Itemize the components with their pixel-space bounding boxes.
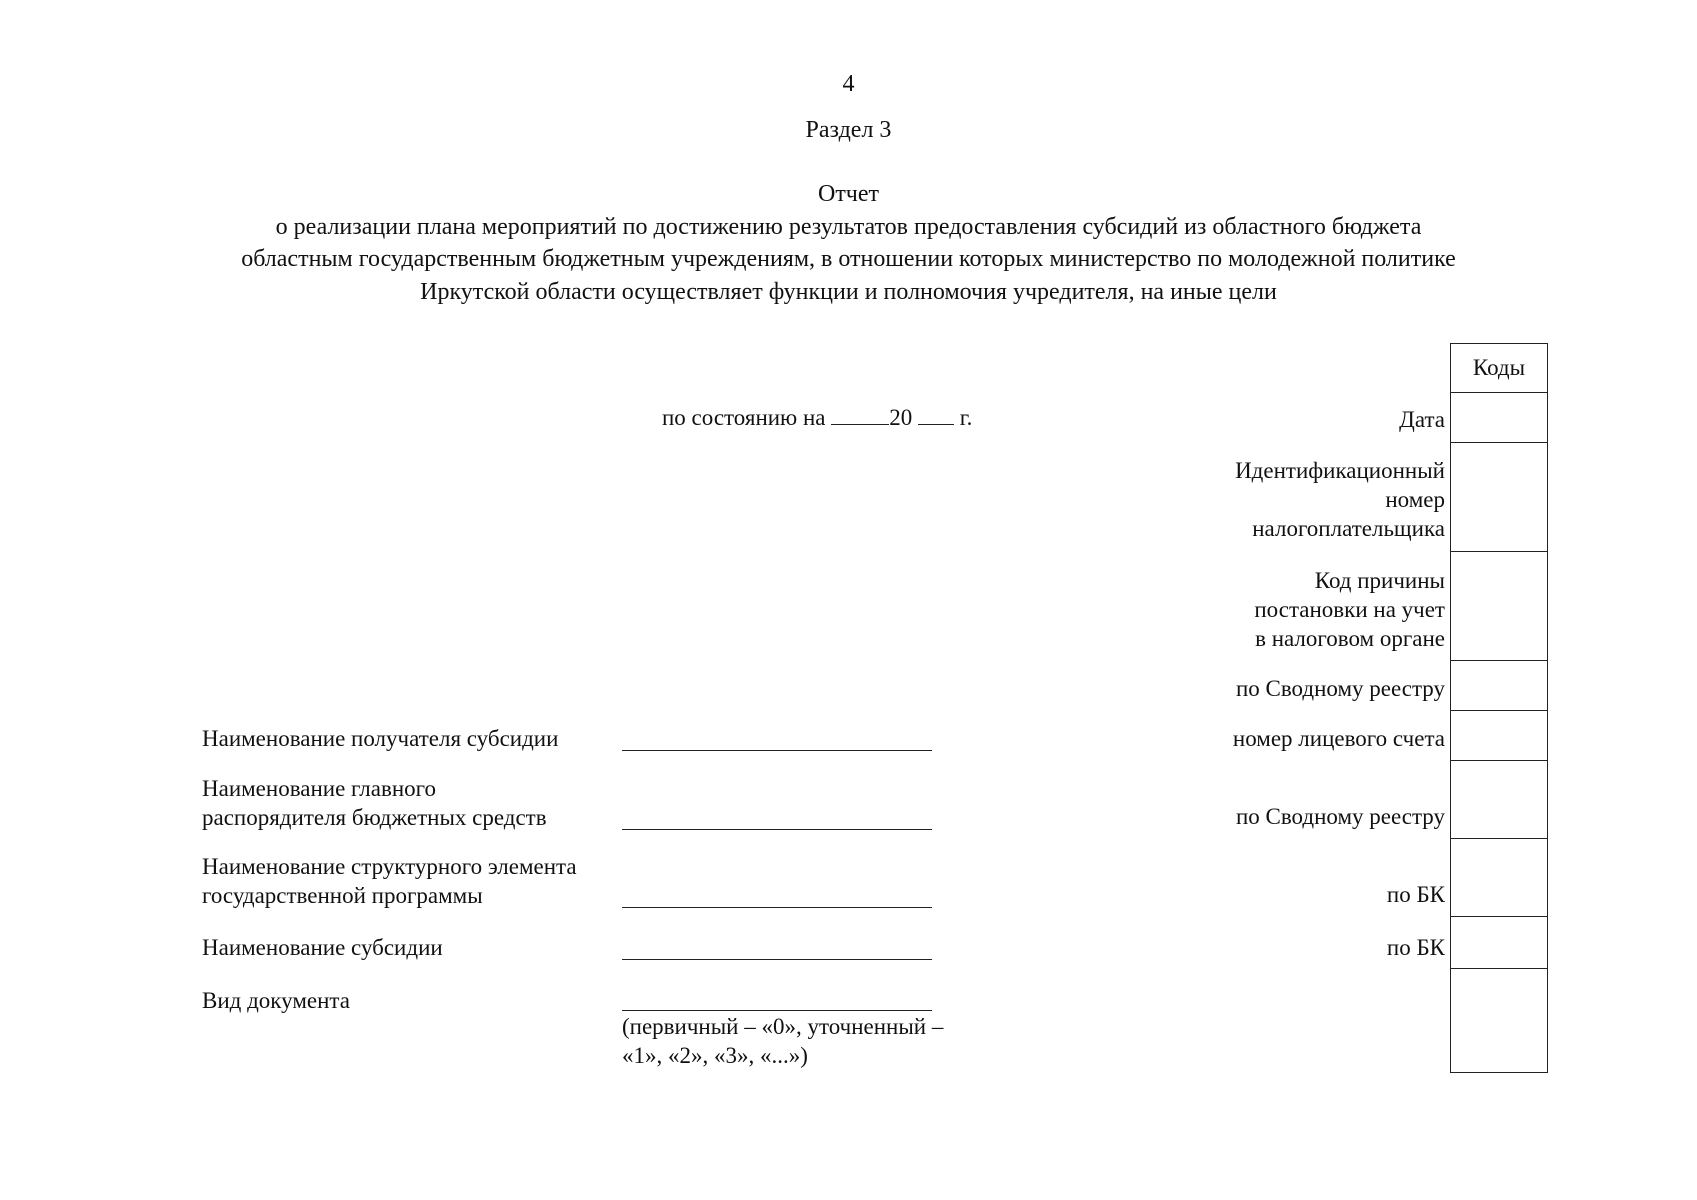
program-bk-label: по БК xyxy=(1386,882,1445,907)
codes-divider xyxy=(1450,392,1548,393)
day-month-blank[interactable] xyxy=(831,402,889,425)
doc-type-line[interactable] xyxy=(622,1010,932,1011)
program-element-line[interactable] xyxy=(622,907,932,908)
program-element-label: Наименование структурного элемента государственной программы xyxy=(202,854,577,908)
date-code-cell[interactable] xyxy=(1452,394,1546,440)
recipient-line[interactable] xyxy=(622,750,932,751)
recipient-label: Наименование получателя субсидии xyxy=(202,726,559,751)
year-suffix: г. xyxy=(959,405,973,430)
main-manager-label: Наименование главного распорядителя бюджетных средств xyxy=(202,776,547,830)
report-subtitle-line-2: областным государственным бюджетным учреждениям, в отношении которых министерство по молодежной политике xyxy=(241,246,1456,272)
account-code-cell[interactable] xyxy=(1452,712,1546,758)
codes-divider xyxy=(1450,968,1548,969)
manager-registry-code-cell[interactable] xyxy=(1452,762,1546,836)
registry-label: по Сводному реестру xyxy=(1235,676,1445,701)
year-blank[interactable] xyxy=(918,402,954,425)
inn-code-cell[interactable] xyxy=(1452,444,1546,549)
section-title: Раздел 3 xyxy=(805,117,892,143)
as-of-prefix: по состоянию на xyxy=(662,405,826,430)
codes-divider xyxy=(1450,838,1548,839)
codes-divider xyxy=(1450,551,1548,552)
kpp-label: Код причины постановки на учет в налоговом органе xyxy=(1254,568,1445,651)
page-number: 4 xyxy=(842,71,855,97)
date-label: Дата xyxy=(1399,407,1445,432)
codes-divider xyxy=(1450,710,1548,711)
report-subtitle-line-3: Иркутской области осуществляет функции и полномочия учредителя, на иные цели xyxy=(420,279,1277,305)
codes-divider xyxy=(1450,916,1548,917)
subsidy-bk-code-cell[interactable] xyxy=(1452,918,1546,966)
doc-type-code-cell[interactable] xyxy=(1452,970,1546,1071)
manager-registry-label: по Сводному реестру xyxy=(1235,804,1445,829)
codes-header: Коды xyxy=(1472,355,1526,380)
year-prefix: 20 xyxy=(889,405,913,430)
report-subtitle-line-1: о реализации плана мероприятий по достижению результатов предоставления субсидий из областного бюджета xyxy=(275,214,1422,240)
doc-type-label: Вид документа xyxy=(202,988,350,1013)
subsidy-label: Наименование субсидии xyxy=(202,935,443,960)
codes-divider xyxy=(1450,442,1548,443)
codes-divider xyxy=(1450,660,1548,661)
subsidy-bk-label: по БК xyxy=(1386,935,1445,960)
kpp-code-cell[interactable] xyxy=(1452,553,1546,658)
subsidy-line[interactable] xyxy=(622,959,932,960)
account-label: номер лицевого счета xyxy=(1232,726,1445,751)
inn-label: Идентификационный номер налогоплательщика xyxy=(1235,458,1445,541)
as-of-date xyxy=(662,402,972,432)
program-bk-code-cell[interactable] xyxy=(1452,840,1546,914)
doc-type-hint: (первичный – «0», уточненный – «1», «2», «3», «...») xyxy=(622,1014,944,1068)
main-manager-line[interactable] xyxy=(622,829,932,830)
report-title: Отчет xyxy=(817,181,880,207)
codes-divider xyxy=(1450,760,1548,761)
registry-code-cell[interactable] xyxy=(1452,662,1546,708)
